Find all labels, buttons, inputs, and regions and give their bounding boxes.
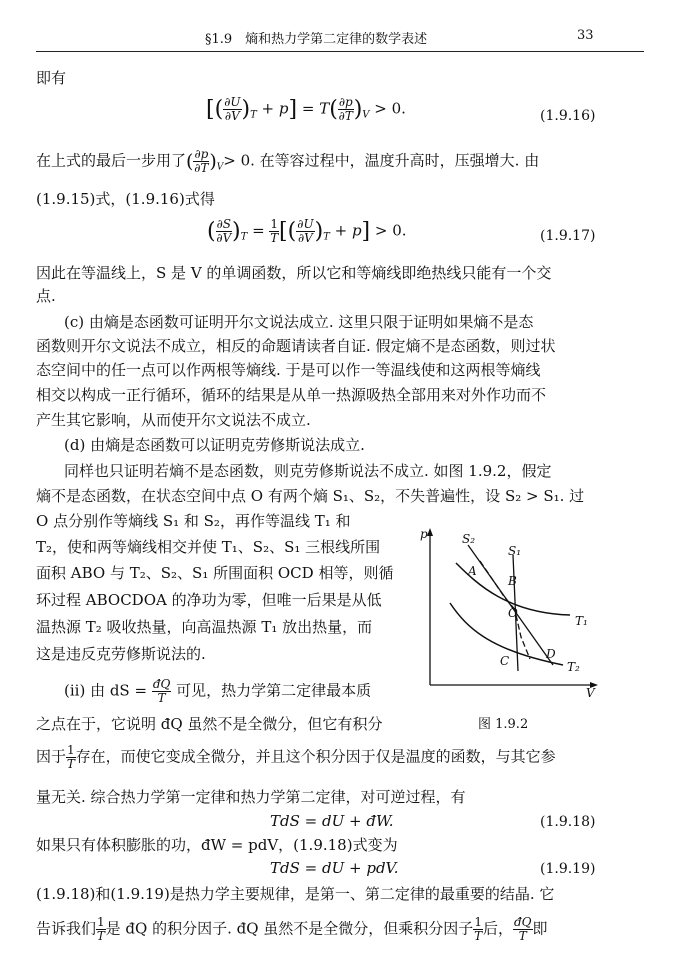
text-line: 告诉我们 $\frac{1}{T}$ 是 đQ 的积分因子. đQ 虽然不是全微分，但乘积分因子 $\frac{1}{T}$ 后， $\frac{đQ}{T}$ 即: [36, 915, 548, 943]
text-line: 相交以构成一正行循环，循环的结果是从单一热源吸热全部用来对外作功而不: [36, 386, 547, 404]
text-line: (c) 由熵是态函数可证明开尔文说法成立. 这里只限于证明如果熵不是态: [64, 313, 534, 331]
equation-1-9-16: [( $\frac{\partial U}{\partial V}$ )$_T + p] = T$( $\frac{\partial p}{\partial T}$ )$_V > 0$.: [206, 95, 406, 123]
text-line: (1.9.15)式，(1.9.16)式得: [36, 190, 215, 208]
label-b: B: [508, 574, 517, 588]
header-rule: [36, 51, 644, 52]
figure-caption: 图 1.9.2: [478, 717, 529, 732]
text-line: 温热源 T₂ 吸收热量，向高温热源 T₁ 放出热量，而: [36, 618, 373, 636]
equation-number: (1.9.17): [540, 228, 596, 244]
text-line: 因于 $\frac{1}{T}$ 存在，而使它变成全微分，并且这个积分因于仅是温度的函数，与其它参: [36, 743, 556, 771]
text-line: (1.9.18)和(1.9.19)是热力学主要规律，是第一、第二定律的最重要的结晶. 它: [36, 885, 555, 903]
equation-number: (1.9.19): [540, 861, 596, 877]
equation-number: (1.9.16): [540, 108, 596, 124]
text-line: (d) 由熵是态函数可以证明克劳修斯说法成立.: [64, 436, 365, 454]
equation-1-9-18: TdS = dU + đW.: [270, 812, 394, 830]
equation-1-9-19: TdS = dU + pdV.: [270, 859, 399, 877]
text-line: 同样也只证明若熵不是态函数，则克劳修斯说法不成立. 如图 1.9.2，假定: [64, 462, 552, 480]
equation-1-9-17: ( $\frac{\partial S}{\partial V}$ )$_T$ = $\frac{1}{T}$ [( $\frac{\partial U}{\partial V}$ )$_T + p] > 0$.: [207, 217, 407, 245]
text-line: T₂，使和两等熵线相交并使 T₁、S₂、S₁ 三根线所围: [36, 538, 381, 556]
label-c: C: [500, 654, 510, 668]
page-number: 33: [577, 28, 594, 43]
text-line: 因此在等温线上，S 是 V 的单调函数，所以它和等熵线即绝热线只能有一个交: [36, 264, 552, 282]
text-line: 在上式的最后一步用了( $\frac{\partial p}{\partial T}$ )$_V> 0$. 在等容过程中，温度升高时，压强增大. 由: [36, 147, 540, 175]
p-axis-arrow: [427, 528, 433, 536]
text-line: 面积 ABO 与 T₂、S₂、S₁ 所围面积 OCD 相等，则循: [36, 564, 394, 582]
text-line: 熵不是态函数，在状态空间中点 O 有两个熵 S₁、S₂，不失普遍性，设 S₂ > S₁. 过: [36, 487, 585, 505]
text-line: 如果只有体积膨胀的功，đW = pdV，(1.9.18)式变为: [36, 836, 398, 854]
text-line: 这是违反克劳修斯说法的.: [36, 645, 206, 663]
label-p: p: [420, 527, 428, 541]
text-line: 环过程 ABOCDOA 的净功为零，但唯一后果是从低: [36, 591, 382, 609]
label-s2: S₂: [462, 532, 476, 546]
text-line: 即有: [36, 69, 67, 87]
label-v: V: [586, 686, 595, 700]
label-a: A: [468, 564, 477, 578]
label-t2: T₂: [567, 660, 580, 674]
text-line: 之点在于，它说明 đQ 虽然不是全微分，但它有积分: [36, 715, 383, 733]
text-line: 产生其它影响，从而使开尔文说法不成立.: [36, 411, 311, 429]
label-d: D: [546, 647, 556, 661]
text-line: O 点分别作等熵线 S₁ 和 S₂，再作等温线 T₁ 和: [36, 512, 351, 530]
text-line: (ii) 由 dS = $\frac{đQ}{T}$ 可见，热力学第二定律最本质: [64, 677, 372, 705]
label-t1: T₁: [575, 614, 588, 628]
label-o: O: [508, 606, 518, 620]
text-line: 量无关. 综合热力学第一定律和热力学第二定律，对可逆过程，有: [36, 788, 466, 806]
label-s1: S₁: [508, 544, 522, 558]
text-line: 态空间中的任一点可以作两根等熵线. 于是可以作一等温线使和这两根等熵线: [36, 361, 541, 379]
header-title: §1.9 熵和热力学第二定律的数学表述: [205, 32, 428, 47]
text-line: 函数则开尔文说法不成立，相反的命题请读者自证. 假定熵不是态函数，则过状: [36, 337, 556, 355]
text-line: 点.: [36, 287, 56, 305]
running-header: [0, 28, 679, 46]
figure-1-9-2: [418, 525, 608, 700]
equation-number: (1.9.18): [540, 814, 596, 830]
